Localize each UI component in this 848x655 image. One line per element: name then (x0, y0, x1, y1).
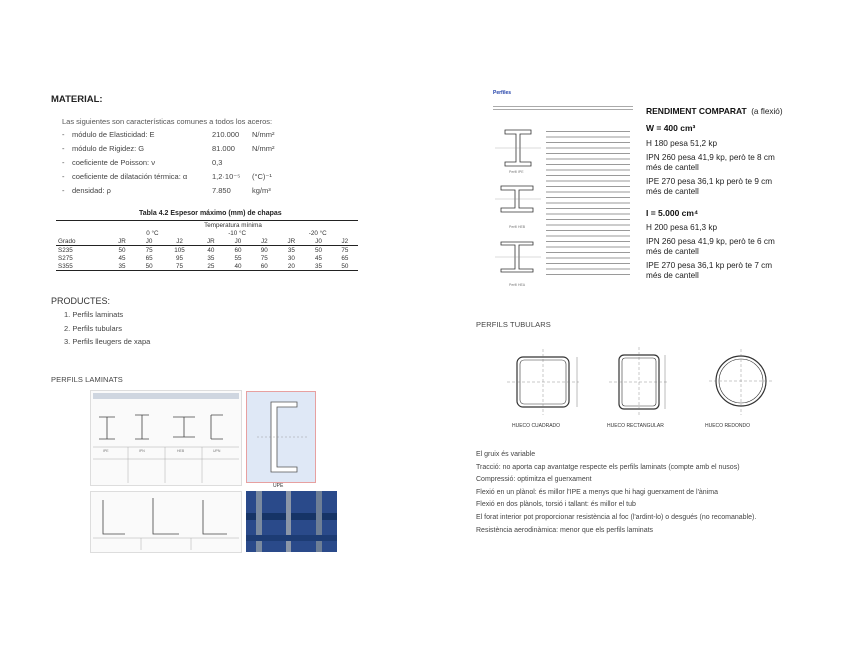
tube-caption: HUECO REDONDO (705, 423, 751, 429)
profile-label: Perfil HEA (509, 283, 526, 287)
table-cell: 75 (260, 254, 268, 262)
perfiles-doc-image (491, 90, 636, 290)
table-cell: 75 (341, 246, 349, 254)
material-intro: Las siguientes son características comunes a todos los aceros: (62, 117, 273, 126)
table-cell: 60 (234, 246, 242, 254)
table-col-header: J2 (251, 237, 277, 246)
temp-header: -20 °C (308, 229, 327, 237)
note-line: Flexió en dos plànols, torsió i tallant: és millor el tub (476, 501, 636, 509)
prop-unit: N/mm² (252, 129, 275, 139)
i-title: I = 5.000 cm⁴ (646, 208, 699, 218)
material-title: MATERIAL: (51, 94, 103, 105)
table-cell: 105 (174, 246, 185, 254)
beam-column (286, 491, 291, 552)
i-beam-sections-drawing (91, 391, 241, 485)
table-cell: 60 (251, 262, 277, 271)
table-cell: 50 (136, 262, 162, 271)
prop-row: - módulo de Rigidez: G 81.000 N/mm² (62, 143, 275, 153)
upe-channel-drawing (247, 392, 315, 482)
angles-drawings-image (90, 491, 242, 553)
table-cell: 65 (145, 254, 153, 262)
prop-row: - módulo de Elasticidad: E 210.000 N/mm² (62, 129, 275, 139)
angle-sections-drawing (91, 492, 241, 552)
table-col-header: JR (277, 237, 305, 246)
table-cell: 45 (118, 254, 126, 262)
table-cell: 50 (332, 262, 358, 271)
list-item: 2. Perfils tubulars (64, 323, 122, 333)
table-title: Tabla 4.2 Espesor máximo (mm) de chapas (139, 210, 282, 217)
note-line: Compressió: optimitza el guerxament (476, 476, 592, 484)
note-line: Flexió en un plànol: és millor l'IPE a menys que hi hagi guerxament de l'ànima (476, 488, 718, 496)
table-row (56, 246, 358, 255)
thumb-caption: IPE (103, 449, 109, 453)
prop-value: 81.000 (212, 143, 235, 153)
prop-unit: (°C)⁻¹ (252, 171, 272, 181)
i-line: IPN 260 pesa 41,9 kp, però te 6 cm més de cantell (646, 237, 775, 256)
note-line: Tracció: no aporta cap avantatge respecte els perfils laminats (compte amb el nusos) (476, 463, 740, 471)
prop-row: - coeficiente de dilatación térmica: α 1,2·10⁻⁵ (°C)⁻¹ (62, 171, 272, 181)
table-cell: 90 (260, 246, 268, 254)
profile-label: Perfil HEB (509, 225, 526, 229)
table-cell: 95 (176, 254, 184, 262)
note-line: El forat interior pot proporcionar resistència al foc (l'ardint-lo) o desgués (no recomanable). (476, 513, 757, 521)
table-cell: 20 (277, 262, 305, 271)
prop-label: módulo de Elasticidad: E (72, 129, 155, 139)
doc-paragraphs (546, 128, 630, 278)
perfils-tubulars-title: PERFILS TUBULARS (476, 320, 551, 329)
note-line: El gruix és variable (476, 451, 536, 458)
temp-header: -10 °C (228, 229, 247, 237)
prop-value: 0,3 (212, 157, 223, 167)
table-cell: 55 (234, 254, 242, 262)
table-col-header: J0 (225, 237, 251, 246)
prop-label: coeficiente de Poisson: ν (72, 157, 155, 167)
table-col-header: JR (197, 237, 225, 246)
list-item: 1. Perfils laminats (64, 310, 124, 319)
table-cell: 45 (315, 254, 323, 262)
tubulars-notes (476, 451, 836, 539)
table-col-header: J0 (305, 237, 331, 246)
steel-beams-photo (246, 491, 337, 552)
tube-caption: HUECO CUADRADO (512, 423, 561, 429)
table-cell: 75 (162, 262, 197, 271)
thickness-table (56, 220, 358, 271)
profile-label: Perfil IPE (509, 170, 524, 174)
table-cell: S275 (58, 254, 73, 262)
rendiment-heading: RENDIMENT COMPARAT (646, 106, 747, 116)
table-col-header: J2 (332, 237, 358, 246)
beam-column (316, 491, 322, 552)
thumb-caption: HEB (177, 449, 185, 453)
table-cell: S235 (58, 246, 73, 254)
perfiles-doc-header: Perfiles (493, 90, 512, 96)
hollow-sections-drawing (505, 345, 785, 420)
note-line: Resistència aerodinàmica: menor que els perfils laminats (476, 526, 654, 534)
table-cell: 65 (341, 254, 349, 262)
productes-list (64, 310, 150, 351)
table-row (56, 262, 358, 271)
table-cell: 35 (287, 246, 295, 254)
laminats-drawings-image (90, 390, 242, 486)
list-item: 3. Perfils lleugers de xapa (64, 337, 151, 346)
perfils-laminats-title: PERFILS LAMINATS (51, 375, 123, 384)
prop-unit: kg/m³ (252, 185, 271, 195)
prop-row: - densidad: ρ 7.850 kg/m³ (62, 185, 271, 195)
table-col-header: Grado (56, 237, 108, 246)
beam-band (246, 535, 337, 541)
prop-row: - coeficiente de Poisson: ν 0,3 (62, 155, 275, 169)
w-line: IPE 270 pesa 36,1 kp però te 9 cm més de cantell (646, 177, 773, 196)
table-cell: 25 (197, 262, 225, 271)
prop-unit: N/mm² (252, 143, 275, 153)
upe-label: UPE (273, 483, 284, 489)
table-cell: 35 (108, 262, 136, 271)
rendiment-title (646, 101, 783, 119)
prop-value: 210.000 (212, 129, 240, 139)
table-cell: 40 (207, 246, 215, 254)
i-line: IPE 270 pesa 36,1 kp però te 7 cm més de cantell (646, 261, 773, 280)
thumb-caption: UPN (213, 449, 221, 453)
prop-label: coeficiente de dilatación térmica: α (72, 171, 188, 181)
rendiment-note: (a flexió) (751, 107, 783, 116)
table-col-header: J0 (136, 237, 162, 246)
table-cell: 50 (118, 246, 126, 254)
temp-header: 0 °C (146, 229, 159, 237)
table-cell: S355 (56, 262, 108, 271)
w-line: IPN 260 pesa 41,9 kp, però te 8 cm més de cantell (646, 153, 775, 172)
tube-caption: HUECO RECTANGULAR (607, 423, 664, 429)
prop-value: 7.850 (212, 185, 231, 195)
thumb-caption: IPN (139, 449, 145, 453)
table-cell: 75 (145, 246, 153, 254)
beam-column (256, 491, 262, 552)
prop-label: módulo de Rigidez: G (72, 143, 145, 153)
w-line: H 180 pesa 51,2 kp (646, 139, 718, 148)
table-cell: 35 (207, 254, 215, 262)
table-cell: 35 (305, 262, 331, 271)
table-cell: 30 (287, 254, 295, 262)
i-line: H 200 pesa 61,3 kp (646, 223, 718, 232)
table-cell: 40 (225, 262, 251, 271)
prop-value: 1,2·10⁻⁵ (212, 171, 241, 181)
table-supheader: Temperatura mínima (108, 221, 358, 230)
w-title: W = 400 cm³ (646, 123, 696, 133)
upe-profile-image (246, 391, 316, 483)
productes-title: PRODUCTES: (51, 296, 111, 306)
table-row (56, 254, 358, 262)
prop-label: densidad: ρ (72, 185, 111, 195)
table-col-header: J2 (162, 237, 197, 246)
material-props-list (62, 127, 275, 197)
table-col-header: JR (108, 237, 136, 246)
table-cell: 50 (315, 246, 323, 254)
